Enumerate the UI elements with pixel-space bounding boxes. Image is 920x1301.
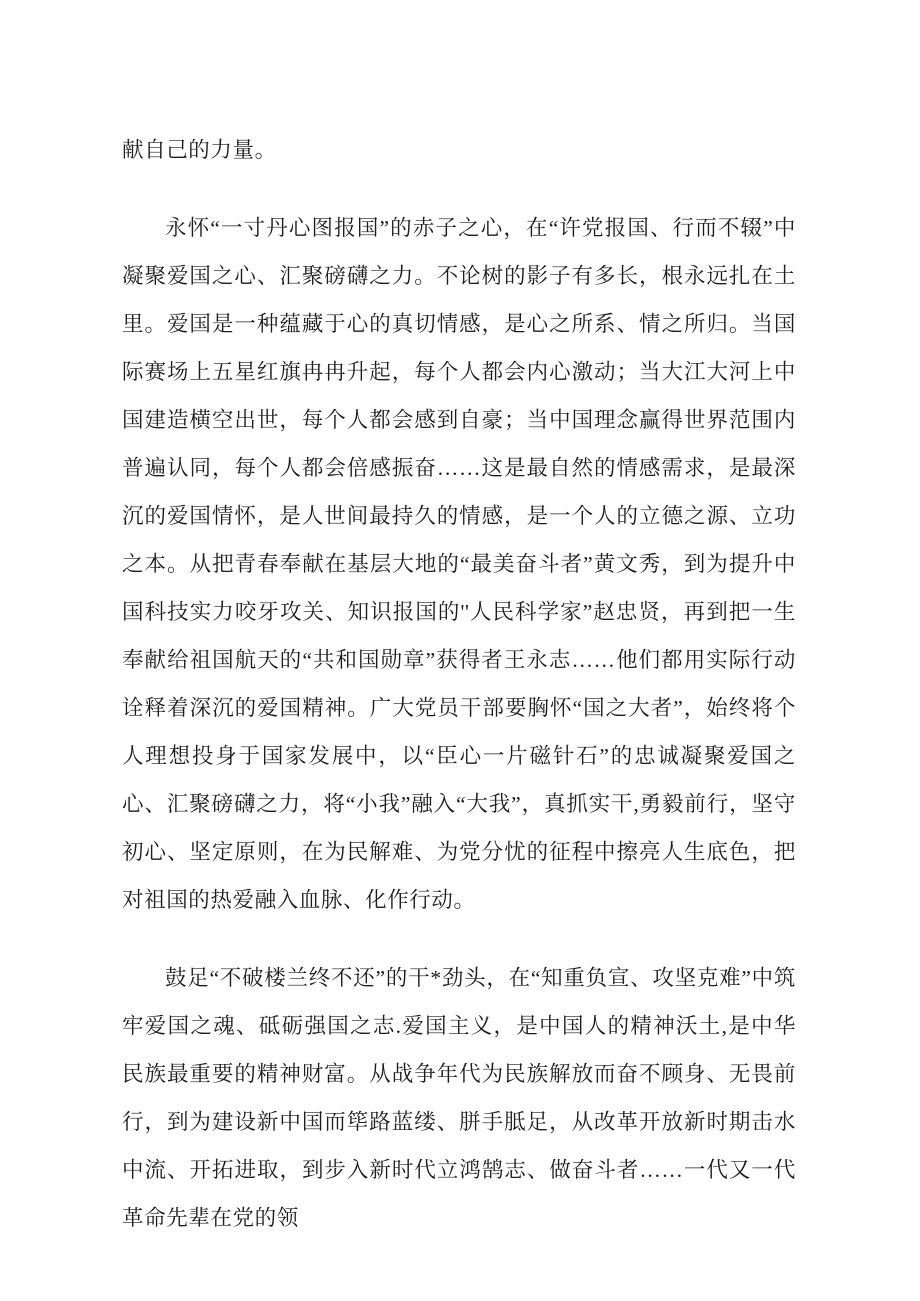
paragraph-patriotic-heart: 永怀“一寸丹心图报国”的赤子之心，在“许党报国、行而不辍”中凝聚爱国之心、汇聚磅礴之力。不论树的影子有多长，根永远扎在土里。爱国是一种蕴藏于心的真切情感，是心之所系、情之所归。当国际赛场上五星红旗冉冉升起，每个人都会内心激动；当大江大河上中国建造横空出世，每个人都会感到自豪；当中国理念赢得世界范围内普遍认同，每个人都会倍感振奋……这是最自然的情感需求，是最深沉的爱国情怀，是人世间最持久的情感，是一个人的立德之源、立功之本。从把青春奉献在基层大地的“最美奋斗者”黄文秀，到为提升中国科技实力咬牙攻关、知识报国的''人民科学家”赵忠贤，再到把一生奉献给祖国航天的“共和国勋章”获得者王永志……他们都用实际行动诠释着深沉的爱国精神。广大党员干部要胸怀“国之大者”，始终将个人理想投身于国家发展中，以“臣心一片磁针石”的忠诚凝聚爱国之心、汇聚磅礴之力，将“小我”融入“大我”，真抓实干,勇毅前行，坚守初心、坚定原则，在为民解难、为党分忧的征程中擦亮人生底色，把对祖国的热爱融入血脉、化作行动。 [122, 216, 796, 912]
paragraph-striving-spirit: 鼓足“不破楼兰终不还”的干*劲头，在“知重负宣、攻坚克难”中筑牢爱国之魂、砥砺强国之志.爱国主义，是中国人的精神沃土,是中华民族最重要的精神财富。从战争年代为民族解放而奋不顾身、无畏前行，到为建设新中国而筚路蓝缕、胼手胝足，从改革开放新时期击水中流、开拓进取，到步入新时代立鸿鹄志、做奋斗者……一代又一代革命先辈在党的领 [122, 966, 796, 1230]
document-body [122, 126, 796, 1242]
paragraph-continuation: 献自己的力量。 [122, 138, 277, 162]
